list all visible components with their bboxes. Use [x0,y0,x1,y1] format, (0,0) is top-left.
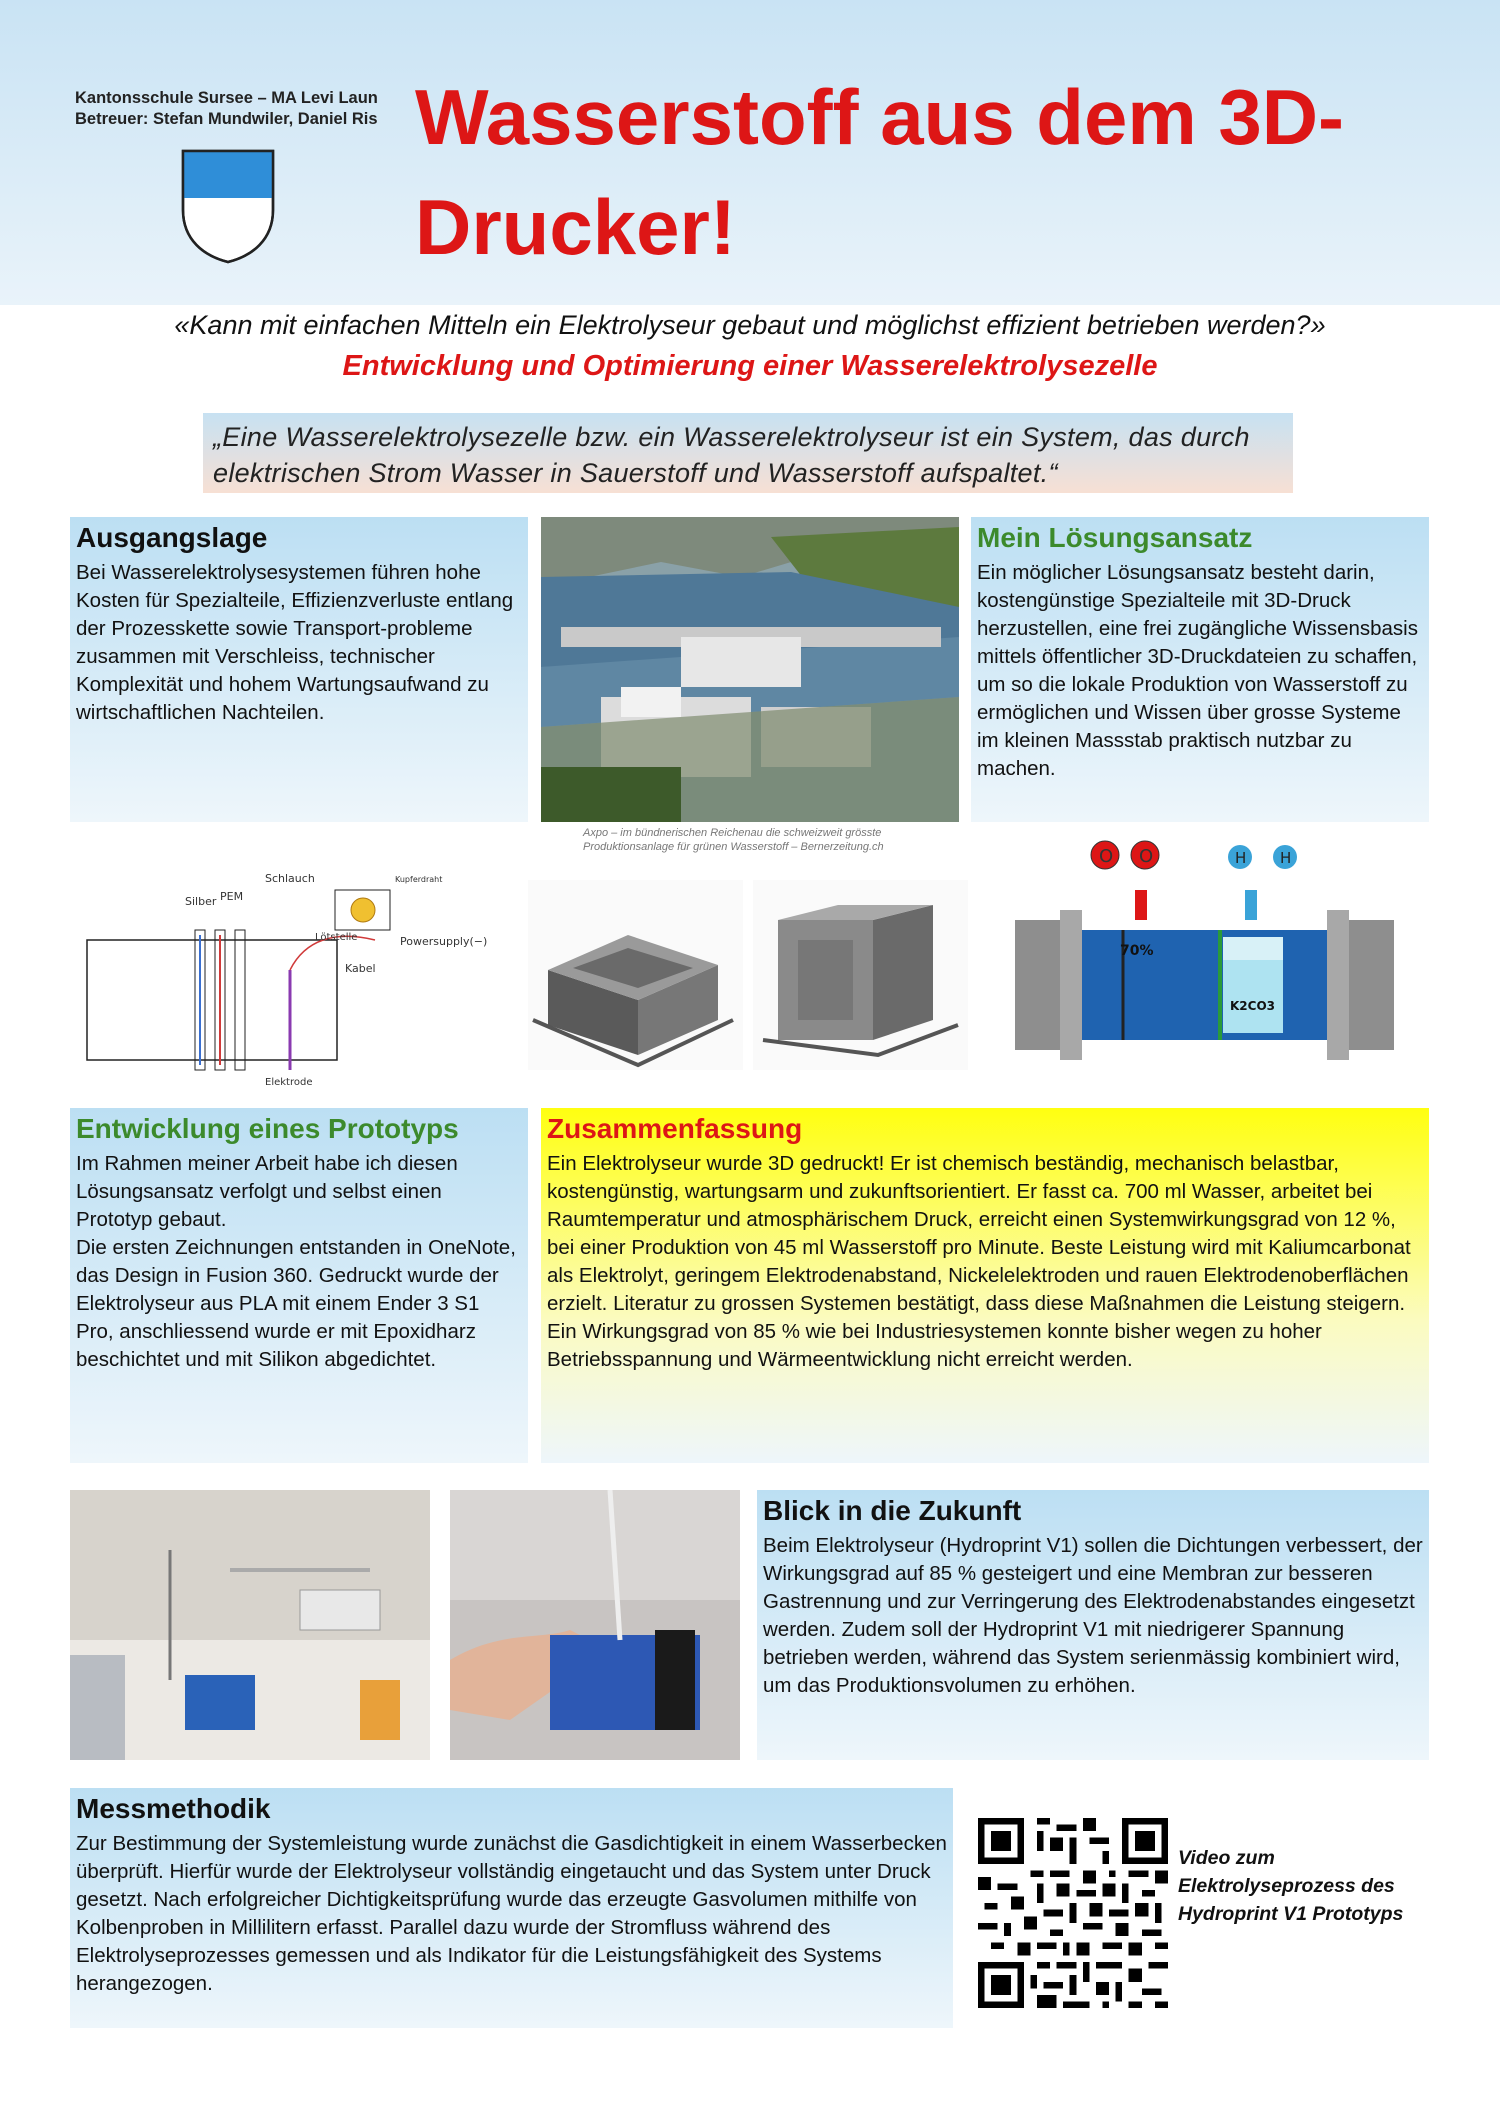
zukunft-text: Beim Elektrolyseur (Hydroprint V1) sollen die Dichtungen verbessert, der Wirkungsgrad auf 85 % gesteigert und eine Membran zur besseren Gastrennung und zur Verringerung des Elektrodenabstandes eingesetzt werden. Zudem soll der Hydroprint V1 mit niedrigerer Spannung betrieben werden, während das System serienmässig kombiniert wird, um das Produktionsvolumen zu erhöhen. [763,1534,1423,1697]
poster-title: Wasserstoff aus dem 3D-Drucker! [415,73,1345,271]
electrolyte-label: K2CO3 [1230,999,1276,1013]
messmethodik-heading: Messmethodik [76,1793,271,1824]
ausgangslage-box [70,517,528,822]
loesungsansatz-text: Ein möglicher Lösungsansatz besteht darin, kostengünstige Spezialteile mit 3D-Druck herzustellen, eine frei zugängliche Wissensbasis mittels öffentlicher 3D-Druckdateien zu schaffen, um so die lokale Produktion von Wasserstoff zu ermöglichen und Wissen über grosse Systeme im kleinen Massstab praktisch nutzbar zu machen. [977,561,1418,780]
sketch-label-elektrode: Elektrode [265,1077,313,1088]
hydrogen-atom-label-1: H [1235,849,1247,867]
ausgangslage-heading: Ausgangslage [76,522,268,553]
poster-subtitle: Entwicklung und Optimierung einer Wasserelektrolysezelle [342,350,1158,382]
prototyp-text-2: Die ersten Zeichnungen entstanden in OneNote, das Design in Fusion 360. Gedruckt wurde der Elektrolyseur aus PLA mit einem Ender 3 S1 Pro, anschliessend wurde er mit Epoxidharz beschichtet und mit Silikon abgedichtet. [76,1236,516,1371]
supervisor-line: Betreuer: Stefan Mundwiler, Daniel Ris [75,110,378,128]
school-info [75,88,378,130]
zukunft-heading: Blick in die Zukunft [763,1495,1022,1526]
hydrogen-atom-label-2: H [1280,849,1292,867]
messmethodik-text: Zur Bestimmung der Systemleistung wurde zunächst die Gasdichtigkeit in einem Wasserbecken überprüft. Hierfür wurde der Elektrolyseur vollständig eingetaucht und das System unter Druck gesetzt. Nach erfolgreicher Dichtigkeitsprüfung wurde das erzeugte Gasvolumen mithilfe von Kolbenproben in Millilitern erfasst. Parallel dazu wurde der Stromfluss während des Elektrolyseprozesses gemessen und als Indikator für die Leistungsfähigkeit des Systems herangezogen. [76,1832,947,1995]
oxygen-atom-label-1: O [1099,846,1114,867]
lab-setup-photo [70,1490,430,1760]
zusammenfassung-text: Ein Elektrolyseur wurde 3D gedruckt! Er ist chemisch beständig, mechanisch belastbar, kostengünstig, wartungsarm und zukunftsorientiert. Er fasst ca. 700 ml Wasser, arbeitet bei Raumtemperatur und atmosphärischem Druck, erreicht einen Systemwirkungsgrad von 12 %, bei einer Produktion von 45 ml Wasserstoff pro Minute. Beste Leistung wird mit Kaliumcarbonat als Elektrolyt, geringem Elektrodenabstand, Nickelelektroden und rauen Elektrodenoberflächen erzielt. Literatur zu grossen Systemen bestätigt, dass diese Maßnahmen die Leistung steigern. Ein Wirkungsgrad von 85 % wie bei Industriesystemen konnte bisher wegen zu hoher Betriebsspannung und Wärmeentwicklung nicht erreicht werden. [547,1152,1411,1371]
prototyp-box [70,1108,528,1463]
school-line: Kantonsschule Sursee – MA Levi Laun [75,89,378,107]
hand-sketch-diagram [75,860,495,1090]
photo-caption: Axpo – im bündnerischen Reichenau die schweizweit grösste Produktionsanlage für grünen Wasserstoff – Bernerzeitung.ch [583,827,884,853]
luzern-crest-icon [180,148,276,264]
cad-render-closed-box [753,880,968,1070]
leak-test-photo [450,1490,740,1760]
sketch-label-pem: PEM [220,890,244,903]
cad-render-open-box [528,880,743,1070]
prototyp-heading: Entwicklung eines Prototyps [76,1113,459,1144]
messmethodik-box [70,1788,953,2028]
prototyp-text: Im Rahmen meiner Arbeit habe ich diesen Lösungsansatz verfolgt und selbst einen Prototyp gebaut. [76,1152,458,1231]
zusammenfassung-heading: Zusammenfassung [547,1113,803,1144]
definition-quote: „Eine Wasserelektrolysezelle bzw. ein Wasserelektrolyseur ist ein System, das durch elektrischen Strom Wasser in Sauerstoff und Wasserstoff aufspaltet.“ [203,413,1293,493]
qr-caption: Video zum Elektrolyseprozess des Hydroprint V1 Prototyps [1178,1847,1404,1925]
sketch-label-kabel: Kabel [345,962,376,975]
hydrogen-plant-photo [541,517,959,822]
electrolysis-schematic [975,825,1430,1080]
sketch-label-kupfer: Kupferdraht [395,875,443,884]
loesungsansatz-box [971,517,1429,822]
fill-level-label: 70% [1120,943,1154,959]
ausgangslage-text: Bei Wasserelektrolysesystemen führen hohe Kosten für Spezialteile, Effizienzverluste entlang der Prozesskette sowie Transport-probleme zusammen mit Verschleiss, technischer Komplexität und hohem Wartungsaufwand zu wirtschaftlichen Nachteilen. [76,561,514,724]
sketch-label-schlauch: Schlauch [265,872,315,885]
oxygen-atom-label-2: O [1139,846,1154,867]
sketch-label-loetstelle: Lötstelle [315,932,358,943]
sketch-label-silber: Silber [185,895,217,908]
qr-code-icon[interactable] [978,1818,1168,2008]
sketch-label-power: Powersupply(−) [400,935,488,948]
loesungsansatz-heading: Mein Lösungsansatz [977,522,1253,553]
zukunft-box [757,1490,1429,1760]
research-question: «Kann mit einfachen Mitteln ein Elektrolyseur gebaut und möglichst effizient betrieben werden?» [174,310,1326,340]
zusammenfassung-box [541,1108,1429,1463]
